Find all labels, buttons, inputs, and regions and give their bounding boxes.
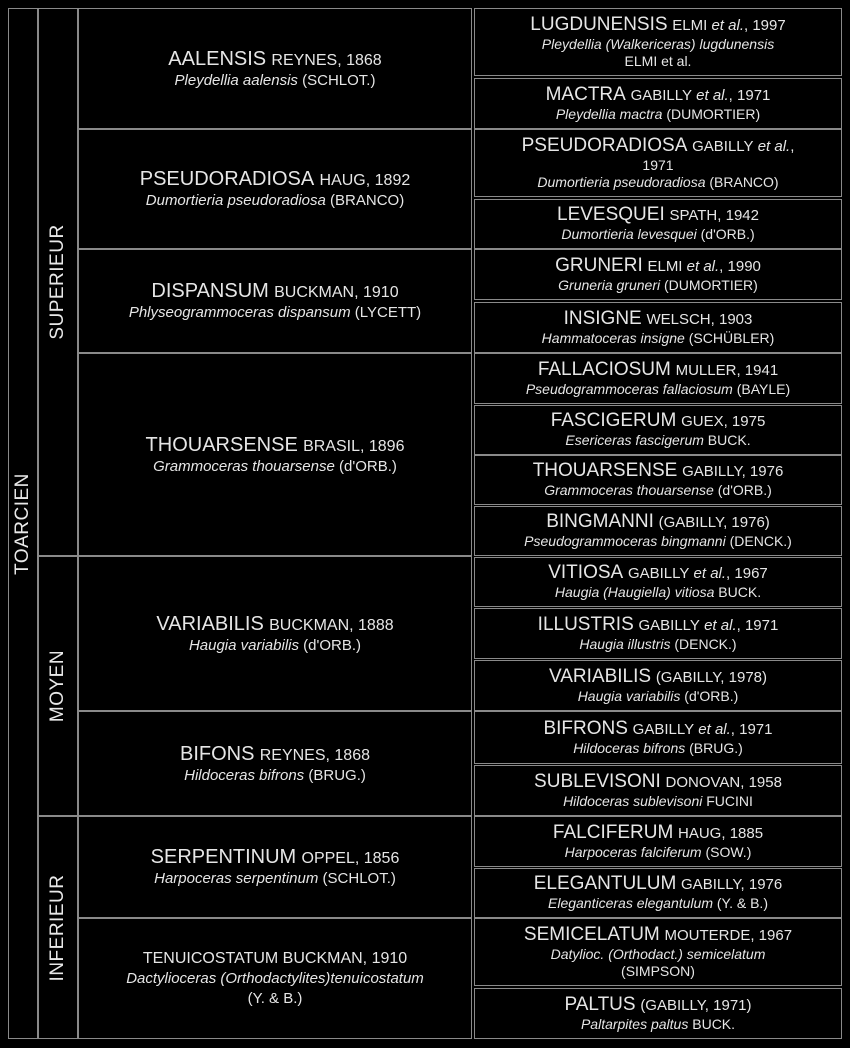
text-fragment: MULLER (675, 361, 737, 379)
text-fragment: (Y. & B.) (713, 895, 768, 911)
text-fragment: Harpoceras serpentinum (154, 870, 319, 887)
text-fragment: BUCK. (714, 584, 762, 600)
text-fragment: et al. (753, 137, 791, 155)
text-fragment: MACTRA (545, 83, 626, 105)
zone-cell (78, 129, 472, 249)
horizon-cell (474, 353, 842, 404)
text-fragment: GABILLY (692, 137, 754, 155)
species-line (563, 793, 753, 810)
zone-name (557, 205, 759, 226)
zone-cell (78, 353, 472, 556)
text-fragment: , 1976) (723, 514, 770, 531)
text-fragment: (BAYLE) (732, 380, 791, 397)
text-fragment: BIFRONS (543, 717, 628, 739)
horizon-cell (474, 765, 842, 816)
text-fragment: Esericeras fascigerum (565, 432, 704, 448)
substage-label-moyen: MOYEN (47, 649, 68, 723)
text-fragment: PALTUS (564, 993, 636, 1015)
horizon-cell (474, 455, 842, 505)
text-fragment: Hildoceras bifrons (184, 766, 305, 784)
zone-name (543, 719, 772, 740)
zone-name (549, 667, 767, 688)
horizon-cell (474, 302, 842, 353)
text-fragment: BIFONS (179, 742, 255, 765)
horizon-cell (474, 506, 842, 556)
zone-name (555, 256, 761, 277)
text-fragment: MOUTERDE (664, 926, 751, 944)
zone-name (140, 168, 410, 192)
text-fragment: , 1868 (325, 746, 370, 764)
zone-name (564, 309, 753, 330)
text-fragment: HAUG (678, 824, 722, 842)
text-fragment: LEVESQUEI (557, 204, 665, 225)
text-fragment: PSEUDORADIOSA (521, 134, 688, 156)
text-fragment: , 1971 (736, 616, 779, 634)
text-fragment: ILLUSTRIS (537, 613, 634, 635)
species-line (558, 277, 758, 294)
text-fragment: (d'ORB.) (713, 482, 772, 498)
text-fragment: BUCKMAN (269, 616, 350, 634)
substage-cell-moyen (38, 556, 78, 816)
text-fragment: (BRANCO) (705, 173, 779, 190)
text-fragment: Haugia variabilis (577, 687, 681, 704)
species-line (561, 226, 754, 243)
zone-cell (78, 8, 472, 129)
text-fragment: (GABILLY (655, 668, 721, 686)
zone-name (146, 434, 405, 458)
species-line (565, 432, 750, 449)
zone-cell (78, 556, 472, 711)
species-line (556, 106, 760, 123)
species-line (544, 482, 772, 499)
horizon-cell (474, 608, 842, 659)
text-fragment: (DENCK.) (670, 635, 737, 652)
text-fragment: et al. (699, 616, 737, 634)
text-fragment: (GABILLY (640, 996, 705, 1014)
zone-name (551, 411, 766, 432)
text-fragment: OPPEL (301, 850, 355, 867)
text-fragment: Grammoceras thouarsense (153, 457, 335, 475)
species-line (542, 330, 775, 347)
text-fragment: (SOW.) (701, 843, 752, 860)
text-fragment: WELSCH (646, 310, 711, 328)
text-fragment: ELMI (647, 257, 683, 275)
text-fragment: Hammatoceras insigne (541, 329, 685, 346)
text-fragment: Harpoceras falciferum (564, 843, 702, 860)
text-fragment: DONOVAN (665, 773, 741, 791)
horizon-cell (474, 816, 842, 867)
text-fragment: , 1971) (704, 996, 752, 1014)
species-line: Pleydellia (Walkericeras) lugdunensis (541, 35, 775, 52)
zone-name (151, 280, 398, 304)
horizon-cell (474, 78, 842, 129)
text-fragment: Haugia (Haugiella) vitiosa (554, 584, 715, 600)
zone-name (538, 615, 779, 636)
text-fragment: (d'ORB.) (680, 687, 739, 704)
text-fragment: , 1910 (354, 284, 399, 301)
text-fragment: ELMI (672, 16, 708, 34)
text-fragment: , 1868 (337, 51, 382, 69)
species-line (189, 637, 361, 655)
text-fragment: Dumortieria pseudoradiosa (537, 173, 706, 190)
species-line (146, 192, 404, 210)
zone-cell (78, 918, 472, 1039)
horizon-cell (474, 918, 842, 986)
text-fragment: , 1971 (728, 86, 771, 104)
text-fragment: BINGMANNI (546, 511, 654, 532)
horizon-cell (474, 711, 842, 764)
text-fragment: GABILLY (682, 463, 742, 480)
species-line (526, 381, 790, 398)
text-fragment: LUGDUNENSIS (530, 13, 668, 35)
text-fragment: Pseudogrammoceras fallaciosum (525, 380, 733, 397)
text-fragment: (SCHLOT.) (297, 71, 376, 89)
species-line: ELMI et al. (624, 52, 692, 69)
text-fragment: GUEX (681, 413, 724, 430)
text-fragment: THOUARSENSE (532, 460, 678, 481)
text-fragment: Pleydellia aalensis (174, 71, 298, 89)
text-fragment: , 1896 (359, 437, 405, 455)
text-fragment: , 1958 (740, 773, 782, 791)
text-fragment: , 1978) (720, 668, 767, 686)
text-fragment: , 1903 (710, 310, 753, 328)
substage-label-superieur: SUPERIEUR (47, 224, 68, 340)
text-fragment: (LYCETT) (350, 304, 422, 321)
zone-cell (78, 816, 472, 918)
text-fragment: , 1941 (736, 361, 779, 379)
stage-label: TOARCIEN (12, 472, 33, 575)
text-fragment: FALCIFERUM (552, 821, 674, 843)
text-fragment: (GABILLY (658, 514, 724, 531)
text-fragment: , 1971 (730, 720, 773, 738)
text-fragment: GABILLY (681, 876, 741, 893)
text-fragment: , 1856 (354, 850, 400, 867)
horizon-cell (474, 557, 842, 607)
text-fragment: THOUARSENSE (145, 433, 298, 456)
species-line (578, 688, 739, 705)
zone-line: TENUICOSTATUM BUCKMAN, 1910 (142, 950, 408, 967)
zone-name (534, 874, 782, 895)
text-fragment: Hildoceras bifrons (573, 739, 686, 756)
text-fragment: GRUNERI (555, 254, 643, 276)
zone-name (156, 613, 393, 637)
text-fragment: (BRUG.) (304, 766, 366, 784)
text-fragment: Grammoceras thouarsense (544, 482, 714, 498)
text-fragment: , 1990 (719, 257, 761, 275)
zone-name (168, 48, 381, 72)
text-fragment: Dumortieria levesquei (561, 226, 697, 242)
text-fragment: REYNES (259, 746, 326, 764)
text-fragment: , 1888 (349, 616, 394, 634)
horizon-cell (474, 868, 842, 918)
species-line (579, 636, 736, 653)
text-fragment: (d'ORB.) (334, 457, 397, 475)
text-fragment: GABILLY (627, 565, 690, 582)
text-fragment: , 1942 (717, 207, 759, 224)
text-fragment: DISPANSUM (151, 280, 269, 302)
substage-cell-inferieur (38, 816, 78, 1039)
text-fragment: Dumortieria pseudoradiosa (145, 192, 326, 209)
text-fragment: PSEUDORADIOSA (139, 168, 315, 190)
horizon-cell (474, 988, 842, 1039)
text-fragment: , 1967 (726, 565, 768, 582)
text-fragment: (BRANCO) (325, 192, 405, 209)
text-fragment: (SCHLOT.) (318, 870, 396, 887)
zone-cell (78, 249, 472, 353)
species-line (573, 740, 743, 757)
text-fragment: SEMICELATUM (523, 923, 660, 945)
species-line (537, 174, 778, 191)
text-fragment: Hildoceras sublevisoni (563, 792, 703, 809)
text-fragment: et al. (694, 720, 731, 738)
text-fragment: FALLACIOSUM (537, 358, 671, 380)
text-fragment: Eleganticeras elegantulum (548, 895, 713, 911)
text-fragment: , 1967 (750, 926, 793, 944)
species-line (565, 844, 752, 861)
zone-name (533, 461, 784, 482)
text-fragment: , 1976 (740, 876, 783, 893)
text-fragment: SUBLEVISONI (534, 770, 661, 792)
zone-name (524, 925, 792, 946)
species-line (184, 767, 366, 785)
text-fragment: , 1975 (723, 413, 766, 430)
horizon-cell (474, 8, 842, 76)
zone-name (530, 15, 785, 36)
text-fragment: (d'ORB.) (696, 226, 755, 242)
text-fragment: (BRUG.) (685, 739, 743, 756)
species-line: Datylioc. (Orthodact.) semicelatum (550, 945, 766, 962)
zone-name (180, 743, 370, 767)
text-fragment: et al. (707, 16, 744, 34)
text-fragment: GABILLY (630, 86, 692, 104)
text-fragment: et al. (691, 86, 729, 104)
text-fragment: VITIOSA (548, 562, 624, 583)
zone-name (553, 823, 763, 844)
text-fragment: , 1976 (741, 463, 784, 480)
zone-name (548, 563, 768, 584)
species-line (555, 584, 761, 601)
text-fragment: INSIGNE (563, 307, 642, 329)
text-fragment: et al. (689, 565, 727, 582)
text-fragment: SERPENTINUM (150, 846, 297, 868)
stage-cell (8, 8, 38, 1039)
species-line: 1971 (642, 156, 674, 173)
text-fragment: HAUG (319, 172, 366, 189)
species-line (154, 870, 396, 888)
text-fragment: GABILLY (632, 720, 695, 738)
horizon-cell (474, 199, 842, 249)
substage-cell-superieur (38, 8, 78, 556)
zone-line: Dactylioceras (Orthodactylites)tenuicostatum (126, 970, 424, 987)
zone-line: (Y. & B.) (247, 990, 303, 1007)
text-fragment: VARIABILIS (156, 612, 264, 635)
zone-name (546, 512, 770, 533)
text-fragment: SPATH (669, 207, 718, 224)
species-line: (SIMPSON) (621, 962, 695, 979)
text-fragment: (DUMORTIER) (662, 105, 761, 122)
zone-name (522, 136, 795, 157)
horizon-cell (474, 405, 842, 455)
text-fragment: BUCKMAN (274, 284, 355, 301)
substage-label-inferieur: INFERIEUR (47, 874, 68, 981)
text-fragment: Phlyseogrammoceras dispansum (128, 304, 351, 321)
text-fragment: , (790, 137, 795, 155)
text-fragment: , 1997 (743, 16, 786, 34)
text-fragment: GABILLY (638, 616, 700, 634)
zone-name (538, 360, 778, 381)
text-fragment: (d'ORB.) (299, 636, 362, 654)
text-fragment: (DENCK.) (725, 533, 792, 549)
zone-name (151, 846, 400, 870)
species-line (524, 533, 792, 550)
text-fragment: (SCHÜBLER) (684, 329, 775, 346)
text-fragment: , 1892 (365, 172, 411, 189)
zone-cell (78, 711, 472, 816)
text-fragment: Pleydellia mactra (555, 105, 663, 122)
text-fragment: BUCK. (703, 432, 751, 448)
text-fragment: Pseudogrammoceras bingmanni (524, 533, 726, 549)
text-fragment: VARIABILIS (548, 665, 652, 687)
zone-name (546, 85, 771, 106)
species-line (581, 1016, 735, 1033)
text-fragment: Haugia illustris (579, 635, 671, 652)
text-fragment: et al. (682, 257, 720, 275)
text-fragment: Gruneria gruneri (558, 276, 661, 293)
text-fragment: , 1885 (721, 824, 764, 842)
text-fragment: FUCINI (702, 792, 753, 809)
text-fragment: Paltarpites paltus (580, 1015, 689, 1032)
text-fragment: FASCIGERUM (550, 410, 677, 431)
zone-name (564, 995, 751, 1016)
text-fragment: Haugia variabilis (188, 636, 299, 654)
horizon-cell (474, 249, 842, 300)
text-fragment: ELEGANTULUM (533, 873, 677, 894)
species-line (175, 72, 376, 90)
species-line (153, 458, 397, 476)
text-fragment: REYNES (271, 51, 338, 69)
species-line (548, 895, 768, 912)
zone-name (534, 772, 782, 793)
species-line (129, 304, 421, 322)
horizon-cell (474, 660, 842, 711)
horizon-cell (474, 129, 842, 197)
text-fragment: BRASIL (303, 437, 360, 455)
text-fragment: AALENSIS (168, 47, 267, 70)
text-fragment: BUCK. (688, 1015, 736, 1032)
text-fragment: (DUMORTIER) (660, 276, 758, 293)
